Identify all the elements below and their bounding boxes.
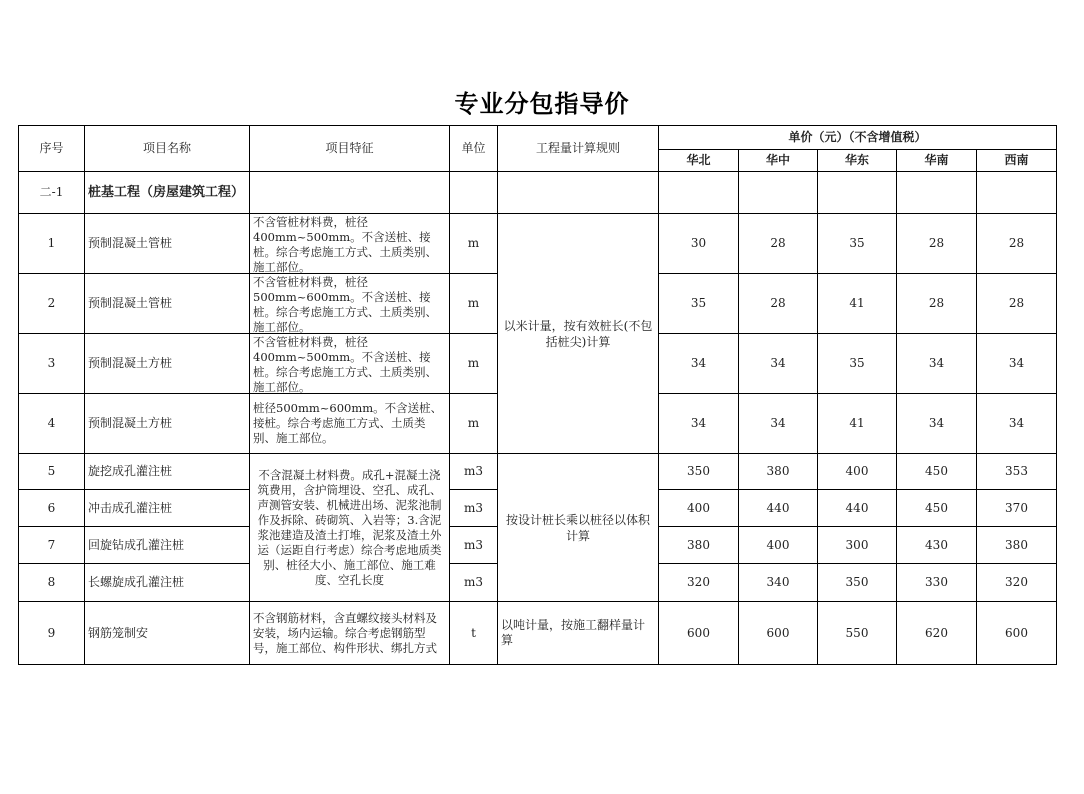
price-cell: 620 [897,602,977,665]
price-cell: 28 [897,214,977,274]
row-feature: 不含钢筋材料，含直螺纹接头材料及安装，场内运输。综合考虑钢筋型号，施工部位、构件形状、绑扎方式 [250,602,450,665]
price-cell: 34 [897,394,977,454]
price-cell: 400 [818,454,897,490]
page-title: 专业分包指导价 [454,90,630,118]
price-cell: 34 [977,394,1057,454]
row-unit: m3 [450,490,498,527]
row-name: 预制混凝土方桩 [85,334,250,394]
price-cell: 440 [818,490,897,527]
row-seq: 6 [19,490,85,527]
price-cell: 350 [818,564,897,602]
price-cell: 34 [739,394,818,454]
row-seq: 1 [19,214,85,274]
header-unit: 单位 [450,126,498,172]
row-seq: 2 [19,274,85,334]
header-name: 项目名称 [85,126,250,172]
price-cell: 340 [739,564,818,602]
price-cell: 34 [659,334,739,394]
row-name: 预制混凝土方桩 [85,394,250,454]
price-cell: 28 [977,274,1057,334]
table-row [19,214,1057,274]
price-cell: 41 [818,274,897,334]
price-cell: 28 [739,214,818,274]
price-cell: 400 [739,527,818,564]
row-seq: 9 [19,602,85,665]
price-cell: 34 [739,334,818,394]
price-cell: 320 [659,564,739,602]
header-region: 华中 [739,150,818,172]
price-cell: 35 [818,334,897,394]
row-unit: m3 [450,564,498,602]
price-cell: 28 [739,274,818,334]
row-feature: 不含管桩材料费，桩径400mm~500mm。不含送桩、接桩。综合考虑施工方式、土质类别、施工部位。 [253,334,437,393]
row-name: 预制混凝土管桩 [85,274,250,334]
price-cell: 34 [897,334,977,394]
row-seq: 7 [19,527,85,564]
row-name: 旋挖成孔灌注桩 [85,454,250,490]
row-seq: 4 [19,394,85,454]
row-unit: m [450,214,498,274]
row-unit: m3 [450,527,498,564]
row-unit: m [450,334,498,394]
price-table [18,125,1057,665]
price-cell: 450 [897,490,977,527]
row-unit: m [450,274,498,334]
price-cell: 370 [977,490,1057,527]
header-feature: 项目特征 [250,126,450,172]
price-cell: 400 [659,490,739,527]
price-cell: 320 [977,564,1057,602]
header-region: 华东 [818,150,897,172]
price-cell: 350 [659,454,739,490]
rule-merged-1-4: 以米计量，按有效桩长(不包括桩尖)计算 [498,214,659,454]
price-cell: 34 [977,334,1057,394]
row-name: 回旋钻成孔灌注桩 [85,527,250,564]
price-cell: 430 [897,527,977,564]
price-cell: 450 [897,454,977,490]
price-cell: 35 [818,214,897,274]
row-seq: 3 [19,334,85,394]
price-cell: 300 [818,527,897,564]
header-region: 华北 [659,150,739,172]
price-cell: 600 [739,602,818,665]
table-row [19,454,1057,490]
price-cell: 353 [977,454,1057,490]
row-name: 长螺旋成孔灌注桩 [85,564,250,602]
row-seq: 5 [19,454,85,490]
header-seq: 序号 [19,126,85,172]
price-cell: 41 [818,394,897,454]
price-cell: 550 [818,602,897,665]
price-cell: 380 [659,527,739,564]
section-name: 桩基工程（房屋建筑工程） [85,172,250,214]
table-row [19,602,1057,665]
price-cell: 440 [739,490,818,527]
row-unit: t [450,602,498,665]
section-row [19,172,1057,214]
price-cell: 34 [659,394,739,454]
price-cell: 35 [659,274,739,334]
row-name: 钢筋笼制安 [85,602,250,665]
price-cell: 28 [897,274,977,334]
price-cell: 28 [977,214,1057,274]
section-seq: 二-1 [19,172,85,214]
price-cell: 600 [977,602,1057,665]
rule-merged-5-8: 按设计桩长乘以桩径以体积计算 [498,454,659,602]
header-region: 华南 [897,150,977,172]
row-name: 预制混凝土管桩 [85,214,250,274]
header-rule: 工程量计算规则 [498,126,659,172]
row-unit: m3 [450,454,498,490]
price-cell: 380 [739,454,818,490]
price-cell: 600 [659,602,739,665]
row-feature: 不含管桩材料费，桩径400mm~500mm。不含送桩、接桩。综合考虑施工方式、土质类别、施工部位。 [253,214,437,273]
header-price-group: 单价（元）（不含增值税） [659,126,1057,150]
price-cell: 30 [659,214,739,274]
price-cell: 330 [897,564,977,602]
row-seq: 8 [19,564,85,602]
price-cell: 380 [977,527,1057,564]
row-rule: 以吨计量，按施工翻样量计算 [498,602,659,665]
header-region: 西南 [977,150,1057,172]
feature-merged-5-8: 不含混凝土材料费。成孔+混凝土浇筑费用，含护筒埋设、空孔、成孔、声测管安装、机械进出场、泥浆池制作及拆除、砖砌筑、入岩等；3.含泥浆池建造及渣土打堆，泥浆及渣土外运（运距自行考虑）综合考虑地质类别、桩径大小、施工部位、施工难度、空孔长度 [250,454,450,602]
row-name: 冲击成孔灌注桩 [85,490,250,527]
row-feature: 不含管桩材料费，桩径500mm~600mm。不含送桩、接桩。综合考虑施工方式、土质类别、施工部位。 [253,274,437,333]
row-feature: 桩径500mm~600mm。不含送桩、接桩。综合考虑施工方式、土质类别、施工部位。 [250,394,450,454]
row-unit: m [450,394,498,454]
